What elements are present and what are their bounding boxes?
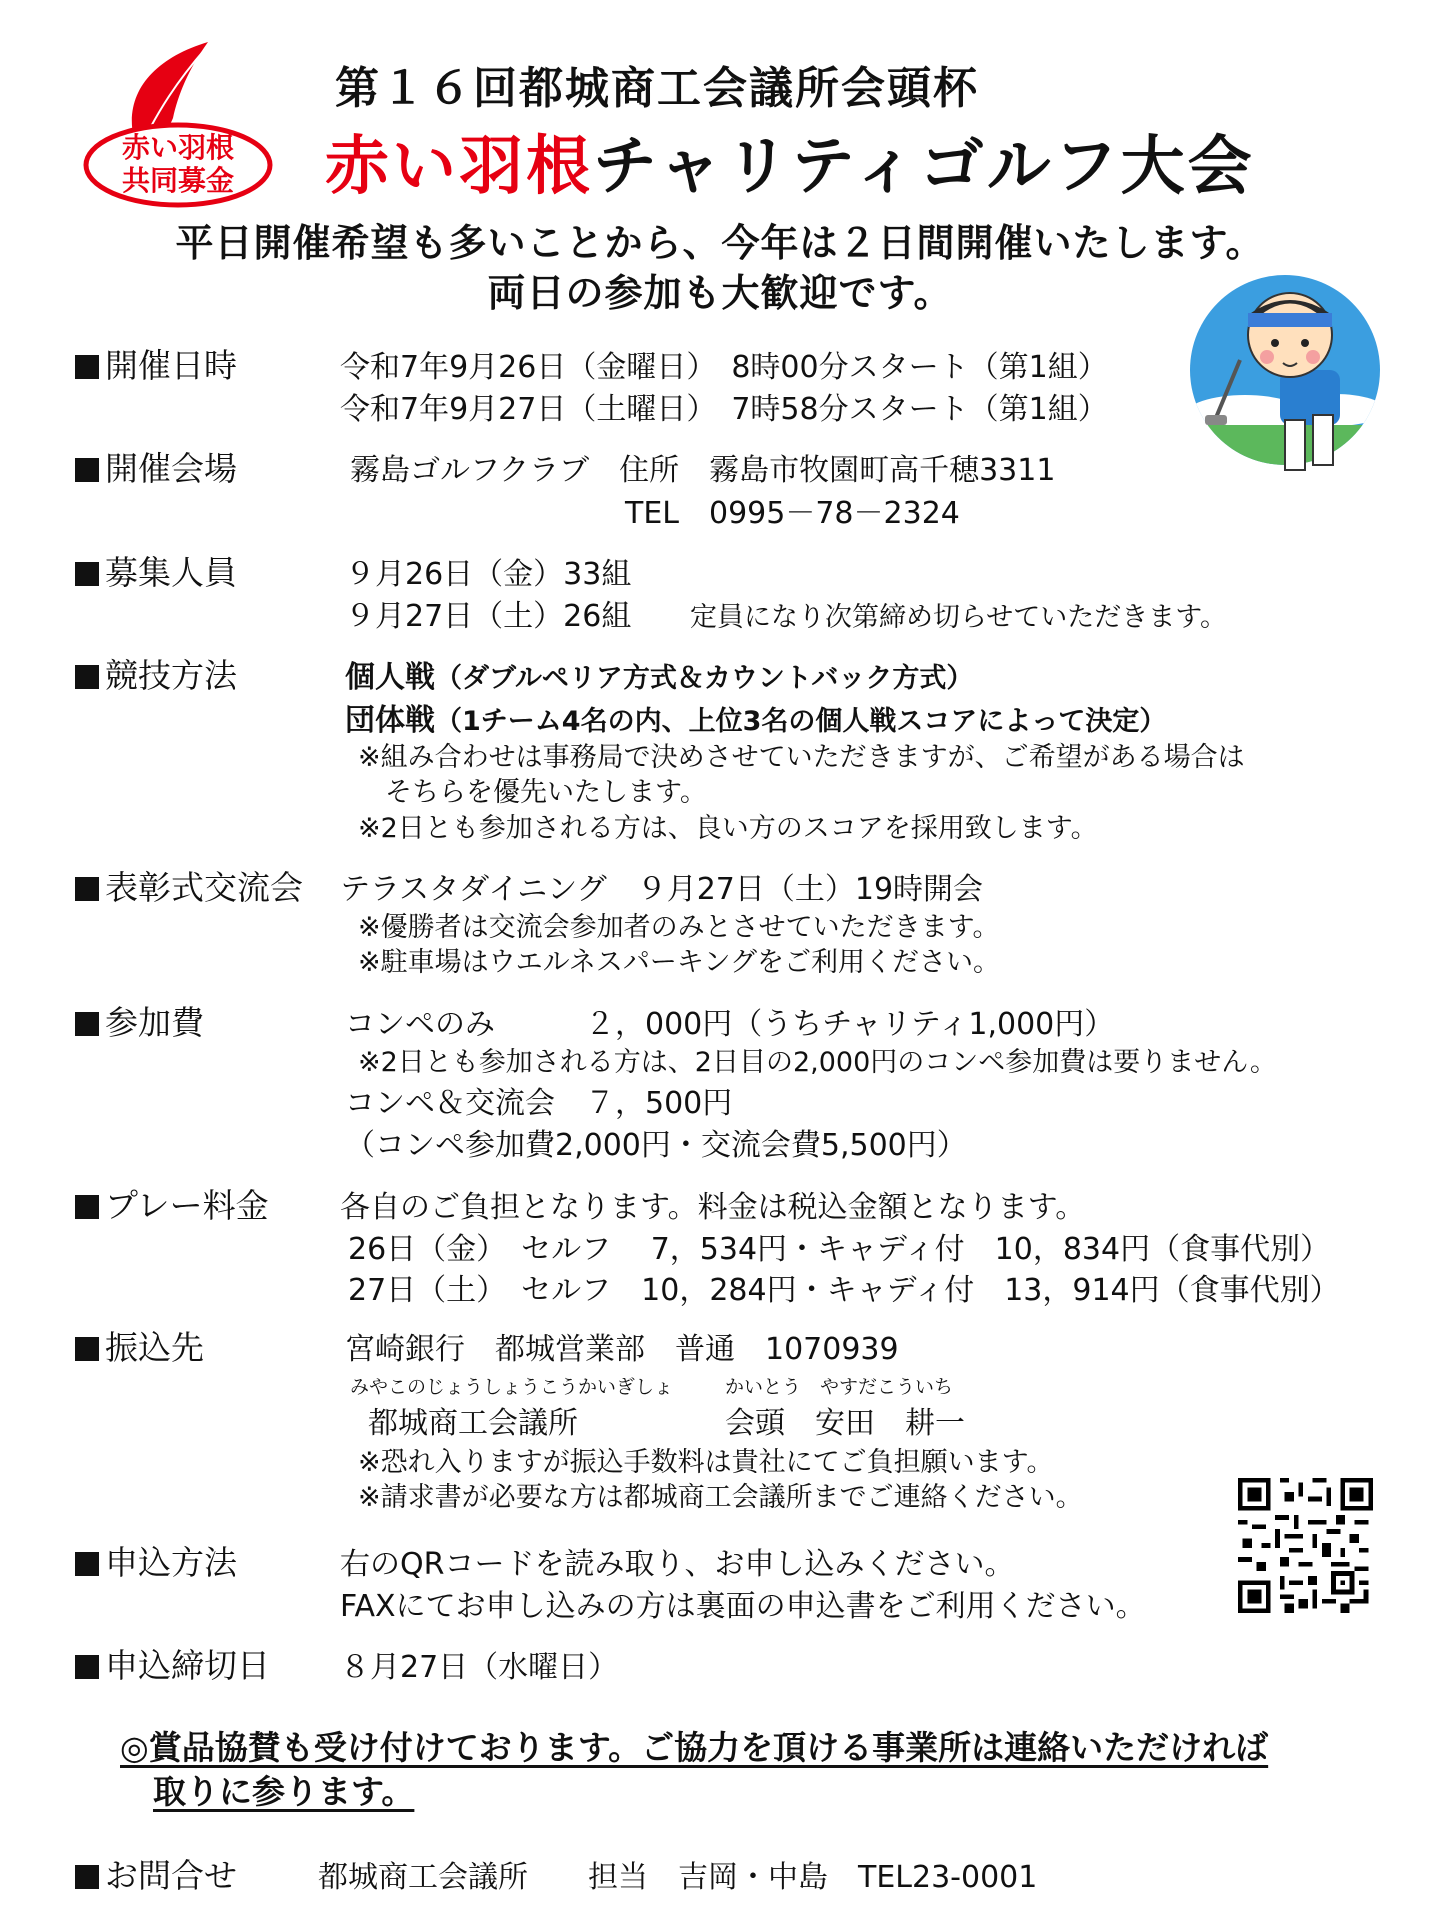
party-note2: ※駐車場はウエルネスパーキングをご利用ください。: [358, 947, 1001, 978]
format-individual: 個人戦（ダブルペリア方式＆カウントバック方式）: [345, 660, 974, 695]
title-rest-part: チャリティゴルフ大会: [593, 130, 1255, 204]
bank-line1: 宮崎銀行 都城営業部 普通 1070939: [345, 1332, 899, 1367]
fee-line1: コンペのみ ２，000円（うちチャリティ1,000円）: [345, 1007, 1115, 1042]
party-line1: テラスタダイニング ９月27日（土）19時開会: [340, 872, 984, 907]
fee-line2: コンペ＆交流会 ７，500円: [345, 1086, 733, 1121]
apply-line1: 右のQRコードを読み取り、お申し込みください。: [340, 1547, 1015, 1582]
play-line3: 27日（土） セルフ 10，284円・キャディ付 13，914円（食事代別）: [348, 1273, 1340, 1308]
apply-label: 申込方法: [75, 1537, 237, 1584]
apply-line2: FAXにてお申し込みの方は裏面の申込書をご利用ください。: [340, 1589, 1146, 1624]
bank-ruby2: かいとう やすだこういち: [725, 1376, 954, 1398]
sponsor-notice-line1: ◎賞品協賛も受け付けております。ご協力を頂ける事業所は連絡いただければ: [120, 1728, 1269, 1767]
play-line2: 26日（金） セルフ 7，534円・キャディ付 10，834円（食事代別）: [348, 1232, 1331, 1267]
format-team: 団体戦（1チーム4名の内、上位3名の個人戦スコアによって決定）: [345, 703, 1167, 738]
title-line2: [325, 115, 1255, 207]
format-label: 競技方法: [75, 650, 237, 697]
bank-name1: 都城商工会議所: [368, 1406, 578, 1441]
format-note2: そちらを優先いたします。: [385, 777, 707, 808]
bank-ruby1: みやこのじょうしょうこうかいぎしょ: [350, 1376, 674, 1398]
play-line1: 各自のご負担となります。料金は税込金額となります。: [340, 1190, 1086, 1225]
venue-tel: TEL 0995－78－2324: [625, 496, 960, 531]
red-feather-logo: [78, 40, 278, 210]
format-note3: ※2日とも参加される方は、良い方のスコアを採用致します。: [358, 813, 1098, 844]
date-line2: 令和7年9月27日（土曜日） 7時58分スタート（第1組）: [340, 392, 1108, 427]
play-label: プレー料金: [75, 1180, 269, 1227]
logo-line2: 共同募金: [121, 164, 235, 197]
recruit-label: 募集人員: [75, 547, 237, 594]
bank-note2: ※請求書が必要な方は都城商工会議所までご連絡ください。: [358, 1482, 1083, 1513]
sponsor-notice-line2: 取りに参ります。: [153, 1772, 415, 1811]
intro-line1: 平日開催希望も多いことから、今年は２日間開催いたします。: [175, 221, 1265, 265]
venue-label: 開催会場: [75, 443, 237, 490]
fee-line3: （コンペ参加費2,000円・交流会費5,500円）: [345, 1128, 967, 1163]
bank-note1: ※恐れ入りますが振込手数料は貴社にてご負担願います。: [358, 1447, 1054, 1478]
intro-line2: 両日の参加も大歓迎です。: [487, 271, 953, 315]
recruit-line2: ９月27日（土）26組: [345, 599, 632, 634]
bank-label: 振込先: [75, 1322, 204, 1369]
deadline-label: 申込締切日: [75, 1640, 270, 1687]
title-red-part: 赤い羽根: [325, 130, 593, 204]
deadline-value: ８月27日（水曜日）: [340, 1650, 619, 1685]
contact-line: 都城商工会議所 担当 吉岡・中島 TEL23-0001: [318, 1860, 1038, 1895]
recruit-note: 定員になり次第締め切らせていただきます。: [690, 602, 1228, 633]
date-line1: 令和7年9月26日（金曜日） 8時00分スタート（第1組）: [340, 350, 1108, 385]
contact-label: お問合せ: [75, 1850, 237, 1897]
date-label: 開催日時: [75, 340, 237, 387]
qr-code[interactable]: [1238, 1478, 1373, 1613]
recruit-line1: ９月26日（金）33組: [345, 557, 632, 592]
party-label: 表彰式交流会: [75, 862, 303, 909]
golfer-illustration: [1185, 265, 1385, 480]
format-note1: ※組み合わせは事務局で決めさせていただきますが、ご希望がある場合は: [358, 742, 1245, 773]
title-line1: 第１６回都城商工会議所会頭杯: [335, 63, 979, 114]
bank-name2: 会頭 安田 耕一: [725, 1406, 965, 1441]
fee-label: 参加費: [75, 997, 204, 1044]
logo-line1: 赤い羽根: [121, 131, 235, 164]
party-note1: ※優勝者は交流会参加者のみとさせていただきます。: [358, 912, 1000, 943]
venue-line1: 霧島ゴルフクラブ 住所 霧島市牧園町高千穂3311: [350, 453, 1056, 488]
fee-note1: ※2日とも参加される方は、2日目の2,000円のコンペ参加費は要りません。: [358, 1047, 1277, 1078]
